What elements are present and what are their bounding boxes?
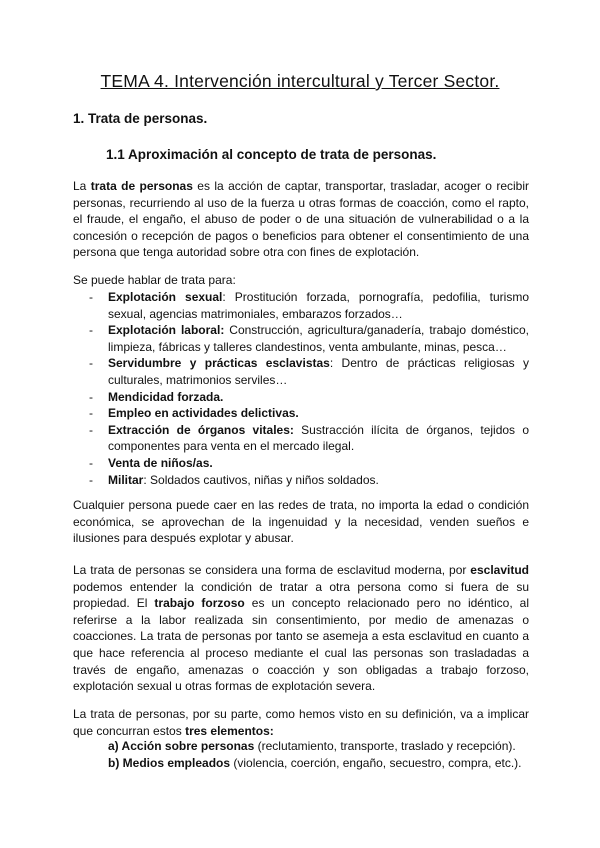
list-item <box>73 455 529 472</box>
slavery-text-2: podemos entender la condición de tratar a otra persona como si fuera de su propiedad. El <box>73 579 529 611</box>
elements-paragraph <box>73 706 529 739</box>
page-title: TEMA 4. Intervención intercultural y Tercer Sector. <box>100 71 500 91</box>
list-item-label: Explotación sexual <box>108 290 223 304</box>
element-label: b) Medios empleados <box>108 756 231 770</box>
list-item-label: Mendicidad forzada. <box>108 389 224 404</box>
list-item <box>73 322 529 355</box>
element-text: (reclutamiento, transporte, traslado y recepción). <box>254 739 516 753</box>
element-label: a) Acción sobre personas <box>108 739 255 753</box>
elements-term: tres elementos: <box>185 723 274 738</box>
bullet-dash: - <box>89 455 93 470</box>
list-item-label: Empleo en actividades delictivas. <box>108 406 299 421</box>
list-item <box>73 289 529 322</box>
list-item <box>73 355 529 388</box>
element-item <box>108 755 538 772</box>
bullet-dash: - <box>89 472 93 487</box>
list-item-label: Servidumbre y prácticas esclavistas <box>108 356 330 371</box>
list-item-label: Explotación laboral: <box>108 323 225 338</box>
bullet-dash: - <box>89 356 93 371</box>
list-item-label: Militar <box>108 472 144 487</box>
list-item-text: : Dentro de prácticas religiosas y culturales, matrimonios serviles… <box>108 356 529 387</box>
element-text: (violencia, coerción, engaño, secuestro, compra, etc.). <box>230 756 522 770</box>
trafficking-types-list <box>73 289 529 488</box>
list-item-text: : Soldados cautivos, niñas y niños soldados. <box>143 472 379 487</box>
subsection-heading: 1.1 Aproximación al concepto de trata de personas. <box>106 147 437 162</box>
list-item-label: Extracción de órganos vitales: <box>108 422 294 437</box>
bullet-dash: - <box>89 389 93 404</box>
list-item <box>73 405 529 422</box>
slavery-text-3: es un concepto relacionado pero no idéntico, al referirse a la labor realizada sin consentimiento, por medio de amenazas o coacciones. La trata de personas por tanto se asemeja a esta esclavitud en cuanto a que hace referencia al proceso mediante el cual las personas son trasladadas a través de engaño, amenazas o coacción y son obligadas a trabajo forzoso, explotación sexual u otras formas de explotación severa. <box>73 596 530 694</box>
forced-labor-term: trabajo forzoso <box>154 596 245 611</box>
slavery-paragraph <box>73 562 529 695</box>
definition-text: es la acción de captar, transportar, trasladar, acoger o recibir personas, recurriendo al uso de la fuerza u otras formas de coacción, como el rapto, el fraude, el engaño, el abuso de poder o de una situación de vulnerabilidad o a la concesión o recepción de pagos o beneficios para obtener el consentimiento de una persona que tenga autoridad sobre otra con fines de explotación. <box>73 179 529 260</box>
bullet-dash: - <box>89 290 93 304</box>
list-item <box>73 472 529 489</box>
bullet-dash: - <box>89 406 93 421</box>
slavery-text-1: La trata de personas se considera una forma de esclavitud moderna, por <box>73 563 471 577</box>
list-item <box>73 389 529 406</box>
list-item-text: Sustracción ilícita de órganos, tejidos o componentes para venta en el mercado ilegal. <box>108 422 529 454</box>
slavery-term: esclavitud <box>470 563 529 577</box>
victims-paragraph: Cualquier persona puede caer en las redes de trata, no importa la edad o condición económica, se aprovechan de la ingenuidad y la necesidad, venden sueños e ilusiones para después explotar y abusar. <box>73 498 529 546</box>
elements-text: La trata de personas, por su parte, como hemos visto en su definición, va a implicar que concurran estos <box>73 707 529 738</box>
definition-term: trata de personas <box>90 179 193 193</box>
list-item-text: : Prostitución forzada, pornografía, pedofilia, turismo sexual, agencias matrimoniales, embarazos forzados… <box>108 290 530 321</box>
bullet-dash: - <box>89 422 93 437</box>
bullet-dash: - <box>89 323 93 338</box>
list-item-text: Construcción, agricultura/ganadería, trabajo doméstico, limpieza, fábricas y talleres clandestinos, venta ambulante, minas, pesca… <box>108 323 530 354</box>
list-intro: Se puede hablar de trata para: <box>73 273 236 287</box>
element-item <box>108 738 538 755</box>
list-item-label: Venta de niños/as. <box>108 455 213 470</box>
definition-paragraph <box>73 178 529 261</box>
definition-lead: La <box>73 179 91 193</box>
list-item <box>73 422 529 455</box>
section-heading: 1. Trata de personas. <box>73 111 208 126</box>
